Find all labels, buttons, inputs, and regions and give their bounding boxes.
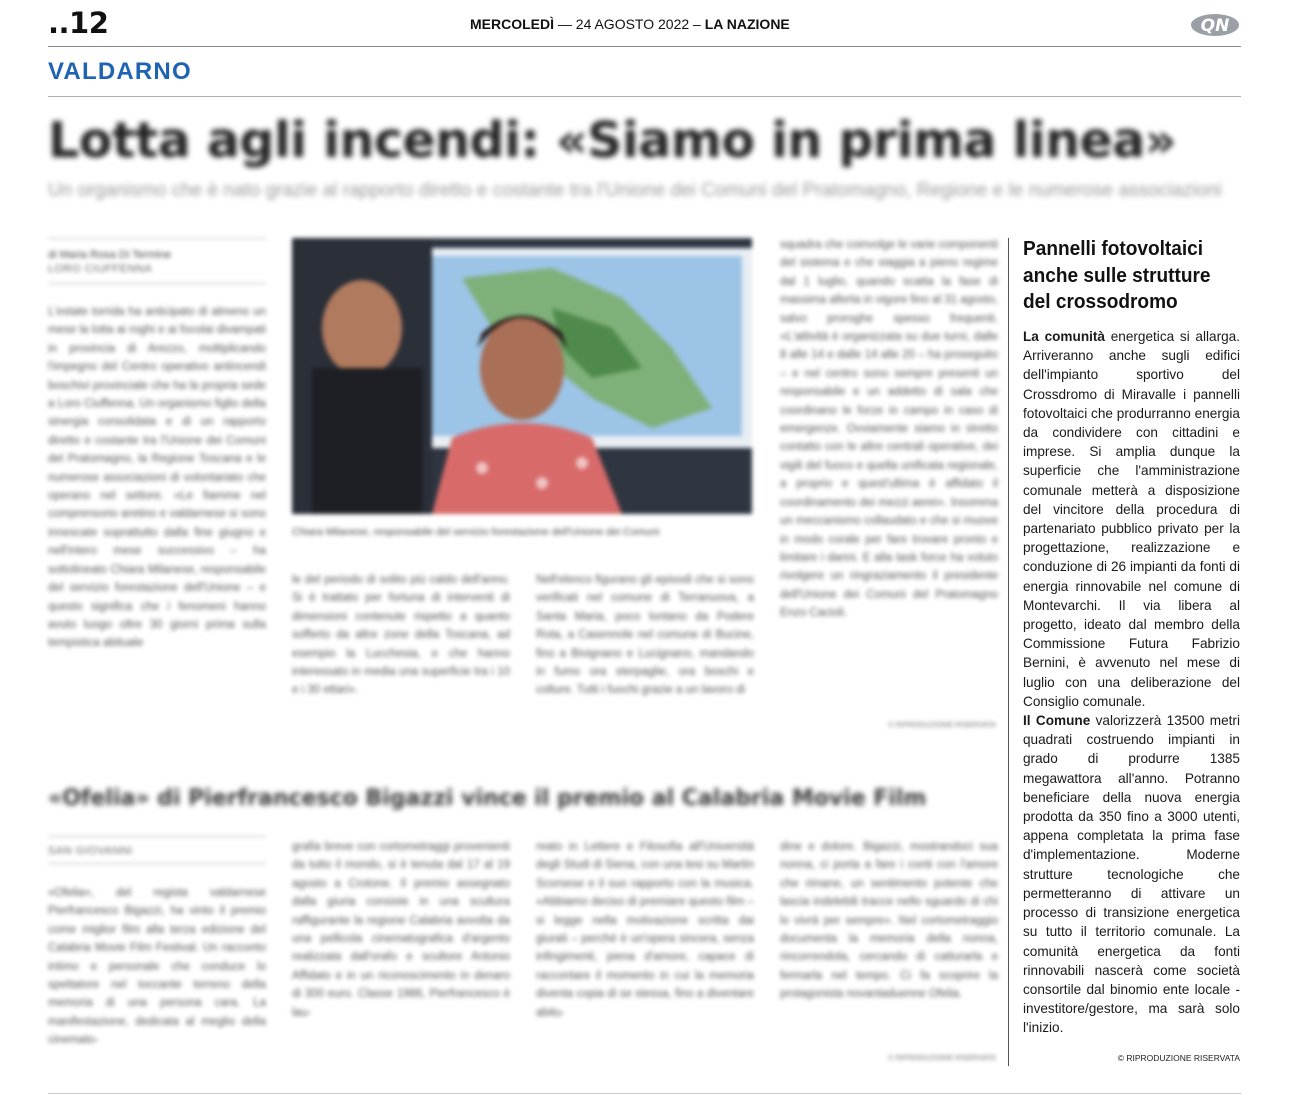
second-ripro: © RIPRODUZIONE RISERVATA [888, 1053, 996, 1062]
second-column-2: grafia breve con cortometraggi provenienti da tutto il mondo, si è tenuta dal 17 al 19 agosto a Crotone. Il premio assegnato dalla giuria consiste in una scultura raffigurante la regione Calabria avvolta da una pellicola cinematografica d'argento realizzata dall'orafo e scultore Antonio Affidato e in un riconoscimento in denaro di 300 euro. Classe 1986, Pierfrancesco è lau- [292, 841, 510, 1019]
byline-rule [48, 238, 266, 239]
footer-rule [48, 1093, 1241, 1094]
second-location-block [48, 836, 266, 864]
dateline [470, 16, 790, 32]
author: di Maria Rosa Di Termine [48, 249, 172, 261]
byline-rule [48, 283, 266, 284]
photo-caption: Chiara Milanese, responsabile del servizio forestazione dell'Unione dei Comuni [292, 526, 660, 538]
main-column-3: Nell'elenco figurano gli episodi che si sono verificati nel comune di Terranuova, a Santa Maria, poco lontano da Podere Rota, a Casennole nel comune di Bucine, fino a Bivignano e Lucignano, mandando in fumo ora sterpaglie, ora boschi e colture. Tutti i fuochi grazie a un lavoro di [536, 574, 754, 697]
second-column-1: «Ofelia», del regista valdarnese Pierfrancesco Bigazzi, ha vinto il premio come miglior film alla terza edizione del Calabria Movie Film Festival. Un racconto intimo e personale che conduce lo spettatore nel toccante terreno della memoria di una persona cara. La manifestazione, dedicata al meglio della cinemato- [48, 887, 266, 1047]
sidebar-paragraph [1023, 327, 1240, 711]
main-headline: Lotta agli incendi: «Siamo in prima linea» [48, 112, 1176, 169]
main-column-4: squadra che coinvolge le varie componenti del sistema e che viaggia a pieno regime dal 1 luglio, quando scatta la fase di massima allerta in vigore fino al 31 agosto, salvo proroghe spesso frequenti. «L'attività è organizzata su due turni, dalle 8 alle 14 e dalle 14 alle 20 – ha proseguito – e nel centro sono sempre presenti un responsabile e un addetto di sala che coordinano le forze in campo in caso di emergenze. Ovviamente siamo in stretto contatto con le altre centrali operative, dei vigili del fuoco e quella unificata regionale, a proprio e quest'ultima è affidato il coordinamento dei mezzi aerei». Insomma un meccanismo collaudato e che si muove in modo corale per fare trovare pronto e limitare i danni. E alla task force ha voluto rivolgere un ringraziamento il presidente dell'Unione dei Comuni del Pratomagno Enzo Cacioli. [780, 239, 998, 620]
sidebar-body [1023, 327, 1240, 1038]
second-column-3: reato in Lettere e Filosofia all'Università degli Studi di Siena, con una tesi su Martin Scorsese e il suo rapporto con la musica. «Abbiamo deciso di premiare questo film – si legge nella motivazione scritta dai giurati – perché è un'opera sincera, senza infingimenti, piena d'amore, capace di raccontare il momento in cui la memoria diventa copia di se stessa, fino a diventare abitu- [536, 841, 754, 1019]
sidebar-text: energetica si allarga. Arriveranno anche sugli edifici dell'impianto sportivo del Crossdromo di Miravalle i pannelli fotovoltaici che produrranno energia da condividere con cittadini e imprese. Si amplia dunque la superficie che l'amministrazione comunale metterà a disposizione del vincitore della procedura di partenariato pubblico privato per la progettazione, realizzazione e conduzione di 26 impianti da fonti di energia rinnovabile nel comune di Montevarchi. Il via libera al progetto, ideato dal membro della Commissione Futura Fabrizio Bernini, è avvenuto nel mese di luglio con una deliberazione del Consiglio comunale. [1023, 329, 1241, 709]
article-photo [292, 238, 752, 514]
sidebar-text: valorizzerà 13500 metri quadrati costruendo impianti in grado di produrre 1385 megawattora all'anno. Potranno beneficiare della nuova energia prodotta da 350 fino a 3000 utenti, appena completata la prima fase d'implementazione. Moderne strutture tecnologiche che permetteranno di attivare un processo di transizione energetica su tutto il territorio comunale. La comunità energetica da fonti rinnovabili nascerà come società consortile dal binomio ente locale - investitore/gestore, ma sarà solo l'inizio. [1023, 713, 1240, 1036]
sidebar-title: Pannelli fotovoltaici anche sulle strutture del crossodromo [1023, 237, 1211, 313]
page-number: ..12 [48, 6, 109, 40]
byline-rule [48, 863, 266, 864]
location: LORO CIUFFENNA [48, 263, 153, 275]
main-byline-block [48, 238, 266, 284]
qn-logo-text: QN [1200, 16, 1230, 36]
sidebar-divider [1008, 238, 1009, 1066]
qn-logo [1190, 13, 1240, 37]
main-ripro: © RIPRODUZIONE RISERVATA [888, 720, 996, 729]
dateline-dash: – [693, 16, 705, 32]
main-subheadline: Un organismo che è nato grazie al rapporto diretto e costante tra l'Unione dei Comuni del Pratomagno, Regione e le numerose associazioni [48, 180, 1222, 201]
second-headline: «Ofelia» di Pierfrancesco Bigazzi vince il premio al Calabria Movie Film [48, 786, 927, 811]
section-rule [48, 96, 1241, 97]
header-rule [48, 46, 1241, 47]
weekday: MERCOLEDÌ [470, 16, 554, 32]
sidebar-lead: La comunità [1023, 329, 1105, 344]
main-column-1: L'estate torrida ha anticipato di almeno un mese la lotta ai roghi e ai focolai divampati in provincia di Arezzo, moltiplicando l'impegno del Centro operativo antincendi boschivi provinciale che ha la propria sede a Loro Ciuffenna. Un organismo figlio della sinergia consolidata e di un rapporto diretto e costante tra l'Unione dei Comuni del Pratomagno, la Regione Toscana e le numerose associazioni di volontariato che operano nel settore. «Le fiamme nel comprensorio aretino e valdarnese si sono innescate soprattutto dalla fine giugno e nell'intero mese successivo – ha sottolineato Chiara Milanese, responsabile del servizio forestazione dell'Unione – e questo significa che i fenomeni hanno avuto luogo oltre 30 giorni prima sulla tempistica abituale [48, 306, 266, 650]
issue-date: 24 AGOSTO 2022 [575, 16, 690, 32]
main-column-2: le del periodo di solito più caldo dell'anno. Si è trattato per fortuna di interventi di dimensioni contenute rispetto a quanto sofferto da altre zone della Toscana, ad esempio la Lucchesia, e che hanno interessato in media una superficie tra i 10 e i 30 ettari». [292, 574, 510, 697]
byline-rule [48, 836, 266, 837]
dateline-dash: — [557, 16, 576, 32]
sidebar-lead: Il Comune [1023, 713, 1091, 729]
second-column-4: dine e dolore. Bigazzi, mostrandoci sua nonna, ci porta a fare i conti con l'amore che rimane, un sentimento potente che lascia indelebili tracce nello sguardo di chi lo vivrà per sempre». Nel cortometraggio documenta la memoria della nonna, rincorrendola, cercando di catturarla e fermarla nel tempo. Ci fa scoprire la protagonista novantaduenne Ofelia. [780, 841, 998, 1001]
newspaper-name: LA NAZIONE [704, 16, 790, 32]
sidebar-paragraph [1023, 711, 1240, 1037]
sidebar-ripro: © RIPRODUZIONE RISERVATA [1117, 1053, 1240, 1063]
section-title: VALDARNO [48, 58, 192, 85]
second-location: SAN GIOVANNI [48, 845, 133, 857]
